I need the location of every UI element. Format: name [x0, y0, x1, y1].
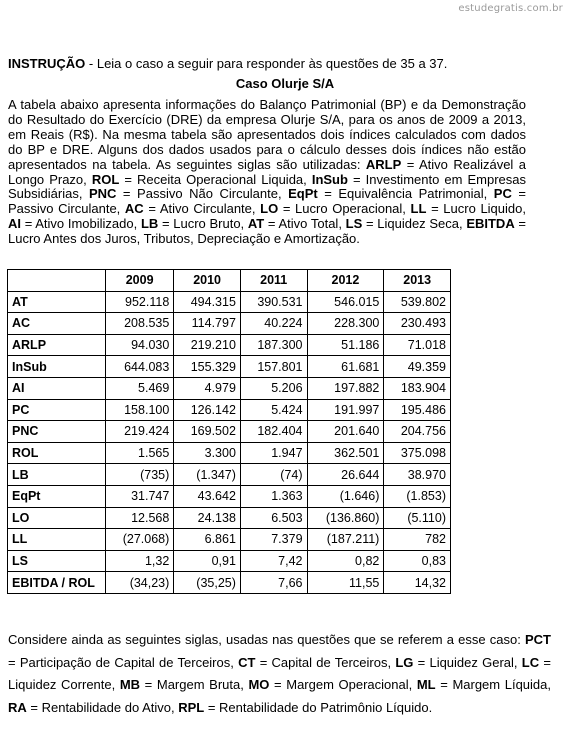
- table-cell: 494.315: [174, 291, 241, 313]
- sigla-abbr: ARLP: [365, 156, 402, 172]
- sigla-abbr: AT: [247, 216, 265, 232]
- row-label: AT: [8, 291, 106, 313]
- sigla-definition: = Ativo Circulante,: [143, 201, 261, 217]
- year-header: 2009: [106, 270, 174, 292]
- table-cell: 7,66: [240, 572, 307, 594]
- table-cell: 0,83: [384, 550, 451, 572]
- sigla-definition: = Liquidez Seca,: [362, 216, 467, 232]
- row-label: LL: [8, 529, 106, 551]
- table-header-row: [8, 270, 451, 292]
- sigla-abbr: ML: [416, 677, 436, 693]
- sigla-definition: = Ativo Realizável a Longo Prazo,: [8, 156, 526, 187]
- table-cell: 126.142: [174, 399, 241, 421]
- row-label: AC: [8, 313, 106, 335]
- sigla-abbr: EqPt: [288, 186, 318, 202]
- sigla-abbr: EBITDA: [466, 216, 515, 232]
- sigla-definition: = Capital de Terceiros,: [255, 654, 396, 670]
- table-row: [8, 421, 451, 443]
- table-cell: 197.882: [307, 377, 384, 399]
- table-cell: 1.363: [240, 485, 307, 507]
- table-cell: 187.300: [240, 334, 307, 356]
- sigla-definition: = Liquidez Geral,: [413, 654, 522, 670]
- table-cell: (187.211): [307, 529, 384, 551]
- table-cell: 31.747: [106, 485, 174, 507]
- sigla-definition: = Passivo Não Circulante,: [116, 186, 289, 202]
- sigla-definition: = Lucro Liquido,: [426, 201, 526, 217]
- row-label: ARLP: [8, 334, 106, 356]
- table-body: [8, 291, 451, 593]
- table-row: [8, 291, 451, 313]
- table-corner-cell: [8, 270, 106, 292]
- table-cell: 208.535: [106, 313, 174, 335]
- table-cell: 195.486: [384, 399, 451, 421]
- table-cell: 1,32: [106, 550, 174, 572]
- table-row: [8, 334, 451, 356]
- sigla-abbr: RPL: [178, 699, 205, 715]
- table-cell: 644.083: [106, 356, 174, 378]
- sigla-abbr: RA: [8, 699, 27, 715]
- site-watermark: estudegratis.com.br: [458, 3, 563, 14]
- sigla-definition: = Margem Líquida,: [435, 677, 551, 693]
- table-cell: 6.503: [240, 507, 307, 529]
- table-cell: 390.531: [240, 291, 307, 313]
- table-cell: 61.681: [307, 356, 384, 378]
- row-label: LO: [8, 507, 106, 529]
- table-cell: 43.642: [174, 485, 241, 507]
- financial-table: [7, 269, 451, 594]
- table-row: [8, 464, 451, 486]
- table-cell: 7.379: [240, 529, 307, 551]
- table-cell: (5.110): [384, 507, 451, 529]
- sigla-abbr: LL: [410, 201, 427, 217]
- sigla-abbr: LS: [345, 216, 363, 232]
- table-cell: 228.300: [307, 313, 384, 335]
- table-cell: 201.640: [307, 421, 384, 443]
- row-label: LB: [8, 464, 106, 486]
- table-cell: 204.756: [384, 421, 451, 443]
- table-cell: 191.997: [307, 399, 384, 421]
- table-cell: (74): [240, 464, 307, 486]
- table-cell: 11,55: [307, 572, 384, 594]
- table-row: [8, 399, 451, 421]
- table-cell: 40.224: [240, 313, 307, 335]
- table-row: [8, 485, 451, 507]
- table-cell: 24.138: [174, 507, 241, 529]
- instruction-text: - Leia o caso a seguir para responder às questões de 35 a 37.: [85, 56, 448, 71]
- table-cell: 546.015: [307, 291, 384, 313]
- year-header: 2010: [174, 270, 241, 292]
- table-cell: 38.970: [384, 464, 451, 486]
- table-cell: 219.210: [174, 334, 241, 356]
- table-cell: 49.359: [384, 356, 451, 378]
- row-label: EBITDA / ROL: [8, 572, 106, 594]
- year-header: 2013: [384, 270, 451, 292]
- sigla-abbr: AC: [124, 201, 144, 217]
- sigla-abbr: PNC: [88, 186, 117, 202]
- sigla-definition: = Rentabilidade do Patrimônio Líquido.: [204, 699, 433, 715]
- instruction-label: INSTRUÇÃO: [8, 56, 86, 71]
- sigla-definition: = Lucro Antes dos Juros, Tributos, Depreciação e Amortização.: [8, 216, 526, 247]
- sigla-definition: = Margem Operacional,: [269, 677, 417, 693]
- sigla-abbr: LG: [395, 654, 414, 670]
- row-label: PC: [8, 399, 106, 421]
- table-cell: (735): [106, 464, 174, 486]
- sigla-definition: = Margem Bruta,: [140, 677, 249, 693]
- row-label: LS: [8, 550, 106, 572]
- sigla-definition: = Ativo Imobilizado,: [21, 216, 141, 232]
- table-cell: 7,42: [240, 550, 307, 572]
- table-cell: 219.424: [106, 421, 174, 443]
- intro-paragraph: [8, 98, 526, 247]
- sigla-definition: = Lucro Operacional,: [278, 201, 411, 217]
- table-cell: 230.493: [384, 313, 451, 335]
- sigla-abbr: PCT: [525, 632, 551, 647]
- outro-text: Considere ainda as seguintes siglas, usadas nas questões que se referem a esse caso:: [8, 632, 525, 647]
- case-title: Caso Olurje S/A: [235, 76, 335, 91]
- table-row: [8, 313, 451, 335]
- table-cell: 362.501: [307, 442, 384, 464]
- sigla-definition: = Rentabilidade do Ativo,: [26, 699, 179, 715]
- table-row: [8, 377, 451, 399]
- table-cell: (1.853): [384, 485, 451, 507]
- sigla-abbr: MB: [119, 677, 141, 693]
- sigla-abbr: ROL: [91, 171, 120, 187]
- sigla-abbr: LB: [140, 216, 159, 232]
- table-cell: 375.098: [384, 442, 451, 464]
- table-cell: 169.502: [174, 421, 241, 443]
- year-header: 2011: [240, 270, 307, 292]
- row-label: ROL: [8, 442, 106, 464]
- table-cell: 1.565: [106, 442, 174, 464]
- table-cell: 94.030: [106, 334, 174, 356]
- row-label: PNC: [8, 421, 106, 443]
- row-label: InSub: [8, 356, 106, 378]
- table-row: [8, 550, 451, 572]
- table-cell: (35,25): [174, 572, 241, 594]
- table-row: [8, 442, 451, 464]
- table-cell: 5.206: [240, 377, 307, 399]
- table-cell: 539.802: [384, 291, 451, 313]
- table-cell: 5.424: [240, 399, 307, 421]
- table-cell: (136.860): [307, 507, 384, 529]
- table-cell: 51.186: [307, 334, 384, 356]
- table-cell: 26.644: [307, 464, 384, 486]
- sigla-abbr: PC: [493, 186, 512, 202]
- sigla-abbr: LO: [260, 201, 279, 217]
- sigla-definition: = Participação de Capital de Terceiros,: [8, 654, 239, 670]
- sigla-definition: = Receita Operacional Liquida,: [119, 171, 312, 187]
- sigla-definition: = Investimento em Empresas Subsidiárias,: [8, 171, 526, 202]
- outro-paragraph: [8, 629, 551, 719]
- table-cell: (1.646): [307, 485, 384, 507]
- table-cell: 782: [384, 529, 451, 551]
- intro-text: A tabela abaixo apresenta informações do Balanço Patrimonial (BP) e da Demonstração do Resultado do Exercício (DRE) da empresa Olurje S/A, para os anos de 2009 a 2013, em Reais (R$). Na mesma tabela são apresentados dois índices calculados com dados do BP e DRE. Alguns dos dados usados para o cálculo desses dois índices não estão apresentados na tabela. As seguintes siglas são utilizadas:: [8, 97, 526, 172]
- table-cell: 0,82: [307, 550, 384, 572]
- sigla-definition: = Equivalência Patrimonial,: [317, 186, 494, 202]
- table-cell: 155.329: [174, 356, 241, 378]
- year-header: 2012: [307, 270, 384, 292]
- table-cell: 12.568: [106, 507, 174, 529]
- table-cell: 183.904: [384, 377, 451, 399]
- sigla-definition: = Lucro Bruto,: [158, 216, 248, 232]
- table-row: [8, 529, 451, 551]
- table-cell: 4.979: [174, 377, 241, 399]
- table-cell: 5.469: [106, 377, 174, 399]
- sigla-abbr: LC: [521, 654, 540, 670]
- table-cell: (34,23): [106, 572, 174, 594]
- sigla-definition: = Ativo Total,: [264, 216, 346, 232]
- table-cell: 1.947: [240, 442, 307, 464]
- sigla-definition: = Passivo Circulante,: [8, 186, 526, 217]
- table-cell: 3.300: [174, 442, 241, 464]
- table-cell: 182.404: [240, 421, 307, 443]
- table-cell: 71.018: [384, 334, 451, 356]
- table-row: [8, 572, 451, 594]
- sigla-definition: = Liquidez Corrente,: [8, 654, 551, 693]
- table-cell: 114.797: [174, 313, 241, 335]
- row-label: AI: [8, 377, 106, 399]
- sigla-abbr: AI: [8, 216, 21, 232]
- sigla-abbr: InSub: [311, 171, 348, 187]
- table-cell: 6.861: [174, 529, 241, 551]
- table-cell: 14,32: [384, 572, 451, 594]
- table-cell: 157.801: [240, 356, 307, 378]
- table-cell: (1.347): [174, 464, 241, 486]
- table-cell: 158.100: [106, 399, 174, 421]
- sigla-abbr: CT: [238, 654, 256, 670]
- sigla-abbr: MO: [248, 677, 270, 693]
- table-row: [8, 507, 451, 529]
- table-cell: 0,91: [174, 550, 241, 572]
- table-row: [8, 356, 451, 378]
- table-cell: (27.068): [106, 529, 174, 551]
- row-label: EqPt: [8, 485, 106, 507]
- instruction-line: [8, 56, 564, 72]
- table-cell: 952.118: [106, 291, 174, 313]
